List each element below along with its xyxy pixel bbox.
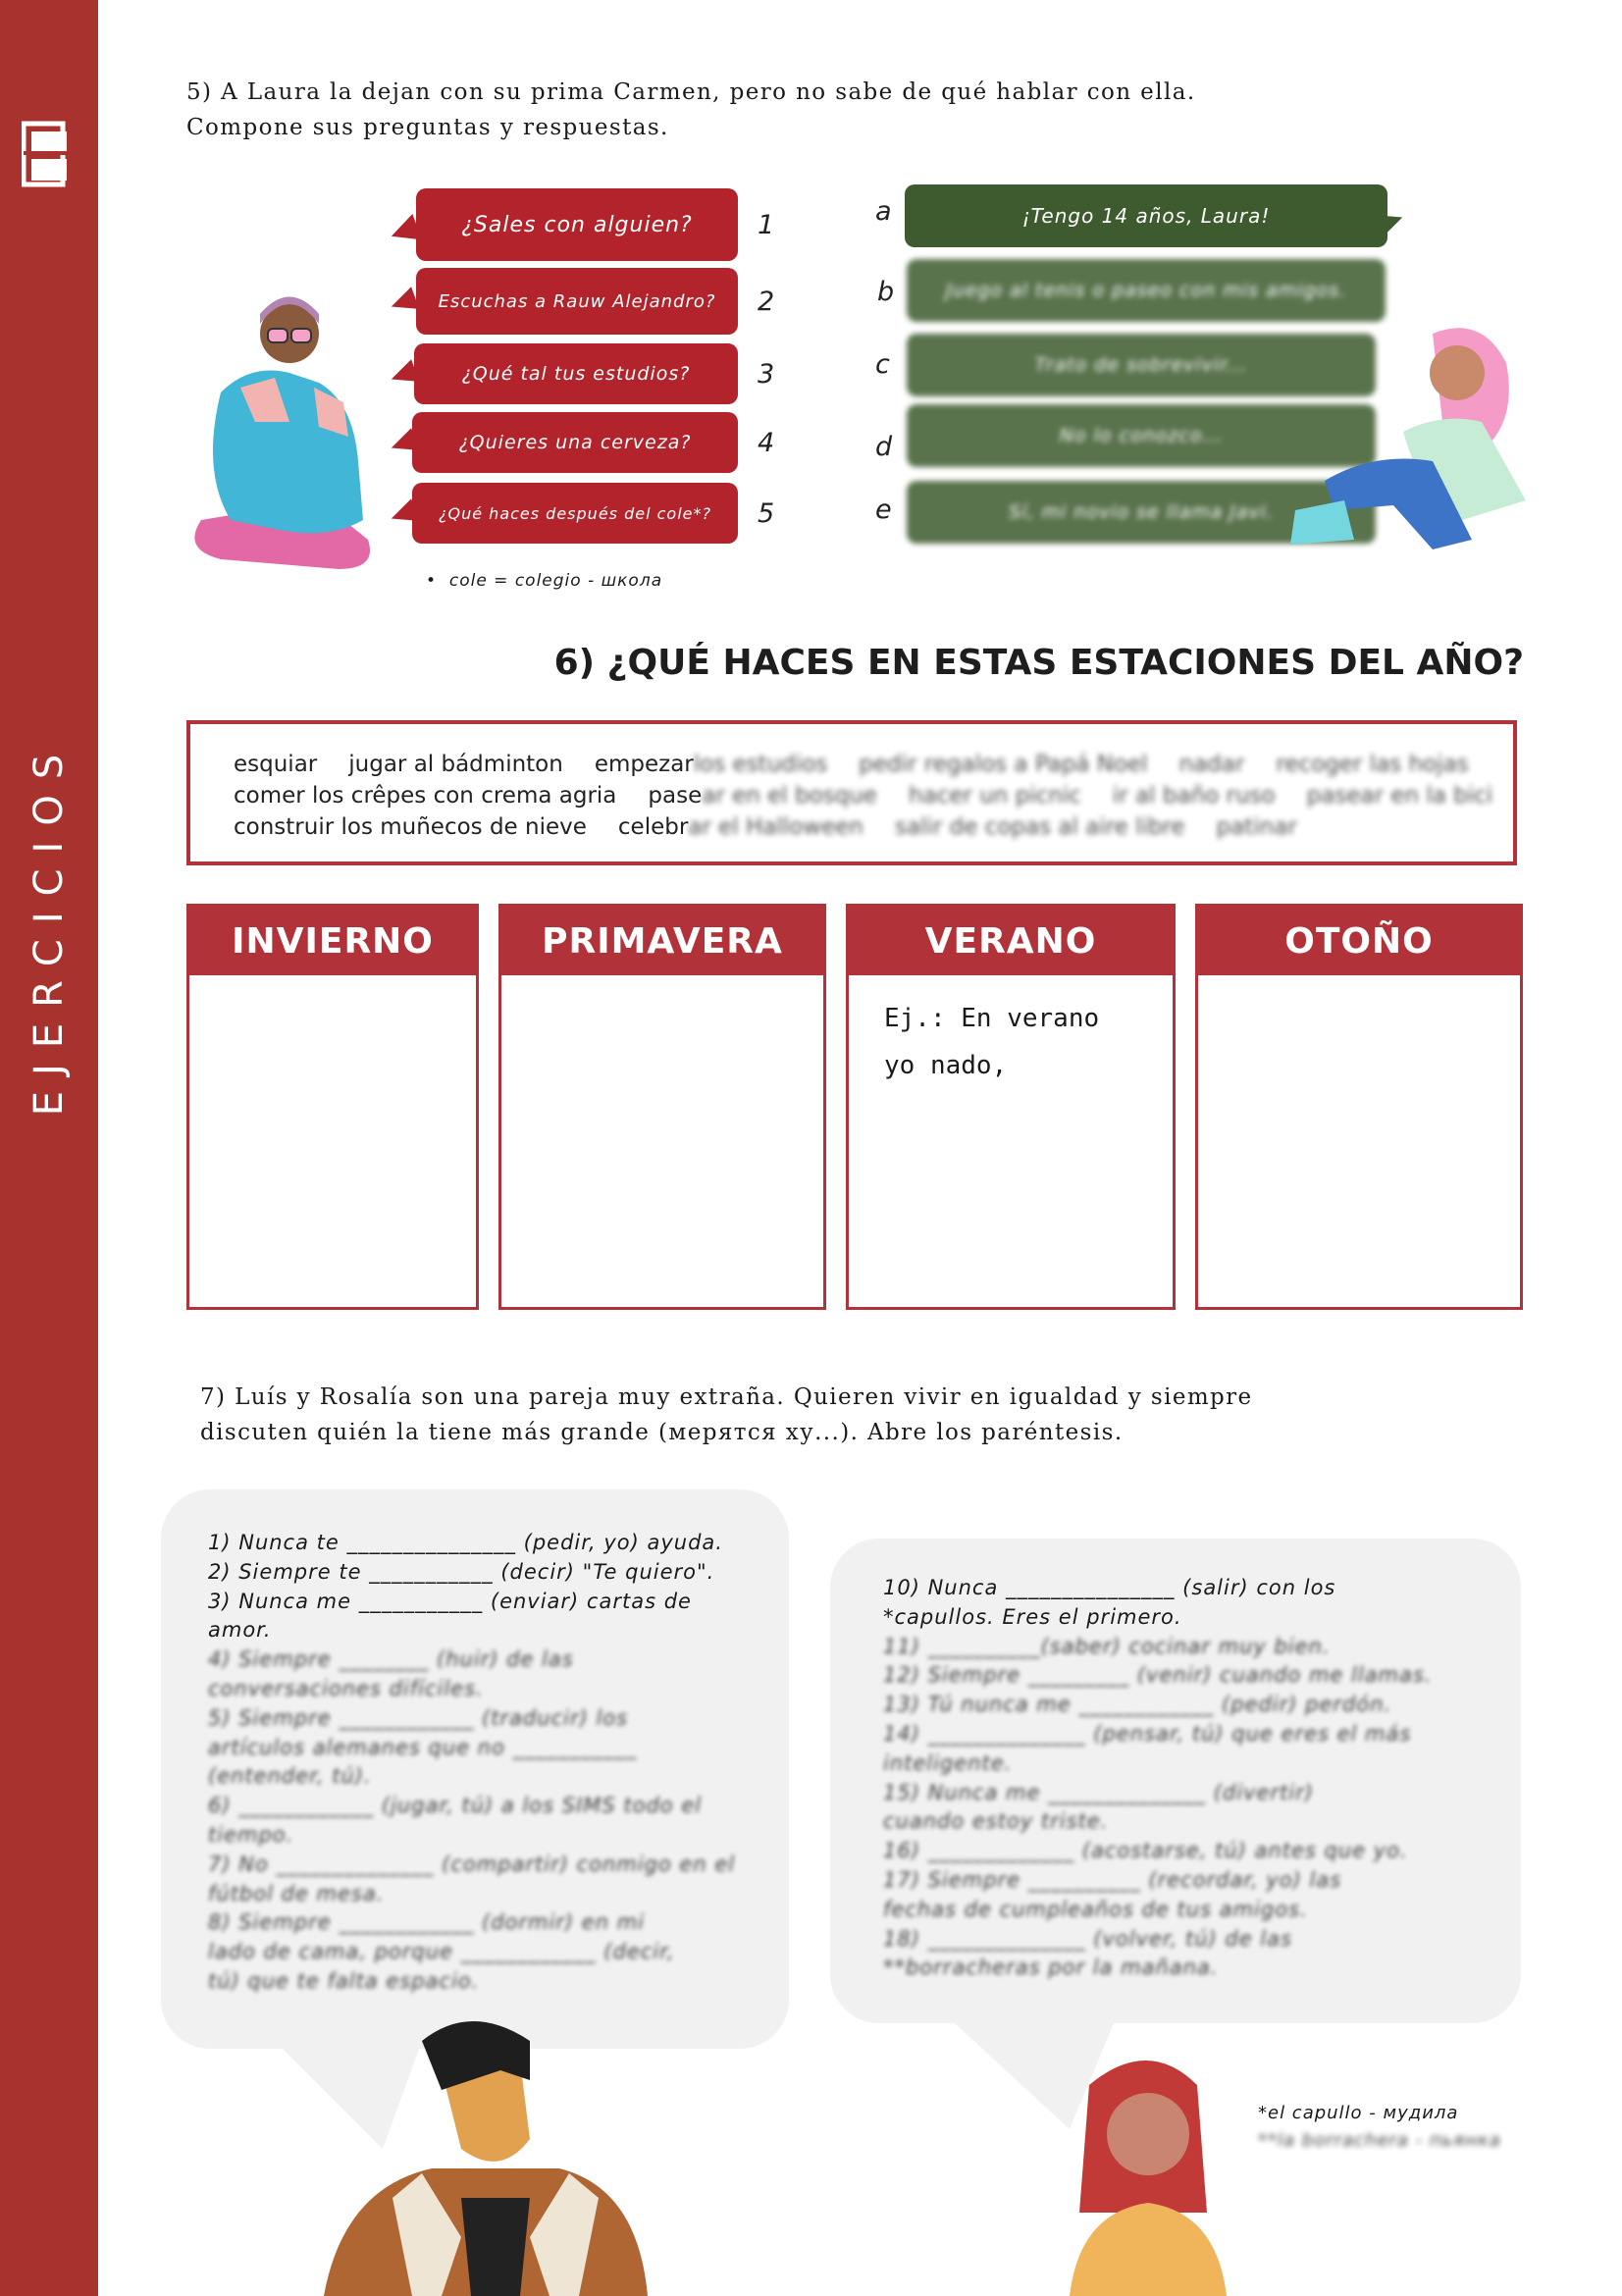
exercise-line: 17) Siempre __________ (recordar, yo) las	[883, 1867, 1342, 1892]
sidebar	[0, 0, 98, 2296]
word-bank-line	[234, 752, 1500, 777]
season-header: PRIMAVERA	[501, 907, 823, 975]
exercise-line: fútbol de mesa.	[208, 1881, 385, 1905]
ex5-instruction	[186, 75, 1196, 145]
answer-letter: b	[877, 277, 895, 307]
exercise-line: fechas de cumpleaños de tus amigos.	[883, 1897, 1308, 1921]
luis-illustration	[324, 2011, 667, 2296]
season-header: OTOÑO	[1198, 907, 1520, 975]
question-number: 4	[758, 428, 775, 458]
exercise-list-right	[883, 1574, 1468, 1983]
season-header: VERANO	[849, 907, 1173, 975]
example-line: Ej.: En verano	[884, 1004, 1100, 1033]
exercise-list-left	[208, 1529, 754, 1997]
exercise-line: 5) Siempre ____________ (traducir) los	[208, 1705, 629, 1730]
exercise-line: 13) Tú nunca me ____________ (pedir) perdón.	[883, 1693, 1392, 1717]
exercise-line: **borracheras por la mañana.	[883, 1956, 1219, 1980]
word-bank-item: los estudios	[693, 752, 828, 777]
ex5-footnote	[426, 571, 662, 591]
sidebar-label: EJERCICIOS	[26, 738, 72, 1117]
answer-letter: e	[875, 495, 892, 525]
exercise-line: 2) Siempre te ___________ (decir) "Te quiero".	[208, 1559, 715, 1584]
word-bank-item: nadar	[1178, 752, 1245, 777]
season-example	[884, 995, 1099, 1089]
answer-letter: c	[875, 349, 890, 380]
exercise-line: 6) ____________ (jugar, tú) a los SIMS todo el	[208, 1794, 703, 1818]
question-bubble: ¿Sales con alguien?	[416, 188, 738, 261]
exercise-line: *capullos. Eres el primero.	[883, 1604, 1182, 1629]
ex7-instruction-line: discuten quién la tiene más grande (мерятся ху...). Abre los paréntesis.	[200, 1420, 1124, 1445]
question-number: 5	[758, 498, 775, 529]
ex5-instruction-line: Compone sus preguntas y respuestas.	[186, 115, 669, 140]
word-bank-item: patinar	[1216, 814, 1297, 840]
exercise-line: tú) que te falta espacio.	[208, 1968, 480, 1993]
answer-letter: d	[875, 432, 893, 462]
word-bank-item: ir al baño ruso	[1112, 783, 1276, 809]
answer-letter: a	[875, 196, 892, 227]
exercise-line: 3) Nunca me ___________ (enviar) cartas de	[208, 1589, 692, 1613]
exercise-line: 18) ______________ (volver, tú) de las	[883, 1926, 1292, 1951]
exercise-line: amor.	[208, 1618, 272, 1643]
exercise-line: artículos alemanes que no ___________	[208, 1735, 638, 1759]
ex5-footnote-text: cole = colegio - школа	[448, 571, 663, 591]
word-bank-item: pasear en la bici	[1306, 783, 1493, 809]
ex7-footnote: *el capullo - мудила	[1258, 2103, 1459, 2123]
season-box-invierno	[186, 904, 479, 1310]
exercise-line: tiempo.	[208, 1822, 294, 1847]
exercise-line: 4) Siempre ________ (huir) de las	[208, 1647, 574, 1672]
exercise-line: 12) Siempre _________ (venir) cuando me llamas.	[883, 1663, 1433, 1688]
exercise-line: cuando estoy triste.	[883, 1809, 1109, 1834]
ex7-instruction	[200, 1380, 1253, 1450]
exercise-line: 15) Nunca me ______________ (divertir)	[883, 1780, 1314, 1804]
exercise-line: conversaciones difíciles.	[208, 1676, 484, 1700]
ex6-title: 6) ¿QUÉ HACES EN ESTAS ESTACIONES DEL AÑO?	[553, 643, 1524, 683]
word-bank-item: pase	[648, 783, 703, 809]
exercise-line: inteligente.	[883, 1750, 1013, 1775]
answer-bubble: Sí, mi novio se llama Javi.	[907, 481, 1376, 544]
rosalia-illustration	[1050, 2046, 1246, 2296]
season-box-verano	[846, 904, 1176, 1310]
answer-bubble: No lo conozco...	[907, 404, 1376, 467]
book-icon	[22, 118, 71, 196]
question-bubble: ¿Qué tal tus estudios?	[414, 343, 738, 404]
question-number: 2	[758, 287, 775, 317]
ex7-footnote: **la borrachera - пьянка	[1258, 2130, 1501, 2151]
word-bank-item: salir de copas al aire libre	[894, 814, 1185, 840]
question-bubble: Escuchas a Rauw Alejandro?	[416, 268, 738, 335]
question-number: 3	[758, 359, 775, 390]
season-header: INVIERNO	[189, 907, 476, 975]
word-bank-item: construir los muñecos de nieve	[234, 814, 587, 840]
answer-bubble: Juego al tenis o paseo con mis amigos.	[907, 259, 1386, 322]
ex5-instruction-line: 5) A Laura la dejan con su prima Carmen, pero no sabe de qué hablar con ella.	[186, 79, 1196, 105]
word-bank-item: ar en el bosque	[702, 783, 877, 809]
word-bank	[186, 720, 1517, 865]
question-bubble: ¿Quieres una cerveza?	[412, 412, 738, 473]
exercise-line: lado de cama, porque ____________ (decir,	[208, 1940, 675, 1964]
question-number: 1	[758, 210, 775, 240]
word-bank-item: jugar al bádminton	[348, 752, 563, 777]
carmen-illustration	[182, 275, 407, 579]
word-bank-item: pedir regalos a Papá Noel	[859, 752, 1148, 777]
ex7-instruction-line: 7) Luís y Rosalía son una pareja muy extraña. Quieren vivir en igualdad y siempre	[200, 1384, 1253, 1410]
exercise-line: 8) Siempre ____________ (dormir) en mi	[208, 1910, 645, 1935]
exercise-line: 14) ______________ (pensar, tú) que eres el más	[883, 1721, 1412, 1746]
exercise-line: 1) Nunca te _______________ (pedir, yo) ayuda.	[208, 1531, 723, 1554]
laura-illustration	[1285, 314, 1541, 569]
bullet: •	[426, 571, 449, 591]
word-bank-line	[234, 783, 1524, 809]
exercise-line: 11) __________(saber) cocinar muy bien.	[883, 1634, 1331, 1658]
answer-bubble: Trato de sobrevivir...	[907, 334, 1376, 396]
season-box-otono	[1195, 904, 1523, 1310]
exercise-line: 16) _____________ (acostarse, tú) antes que yo.	[883, 1839, 1408, 1863]
answer-bubble: ¡Tengo 14 años, Laura!	[905, 184, 1387, 247]
season-box-primavera	[498, 904, 826, 1310]
exercise-line: 10) Nunca _______________ (salir) con los	[883, 1576, 1336, 1599]
word-bank-item: esquiar	[234, 752, 318, 777]
question-bubble: ¿Qué haces después del cole*?	[412, 483, 738, 544]
word-bank-item: celebr	[617, 814, 689, 840]
word-bank-item: hacer un picnic	[908, 783, 1081, 809]
word-bank-item: recoger las hojas	[1276, 752, 1469, 777]
word-bank-item: ar el Halloween	[688, 814, 863, 840]
word-bank-item: empezar	[594, 752, 694, 777]
word-bank-line	[234, 814, 1329, 840]
exercise-line: (entender, tú).	[208, 1764, 372, 1789]
exercise-line: 7) No ______________ (compartir) conmigo en el	[208, 1852, 736, 1876]
word-bank-item: comer los crêpes con crema agria	[234, 783, 617, 809]
example-line: yo nado,	[884, 1051, 1008, 1080]
